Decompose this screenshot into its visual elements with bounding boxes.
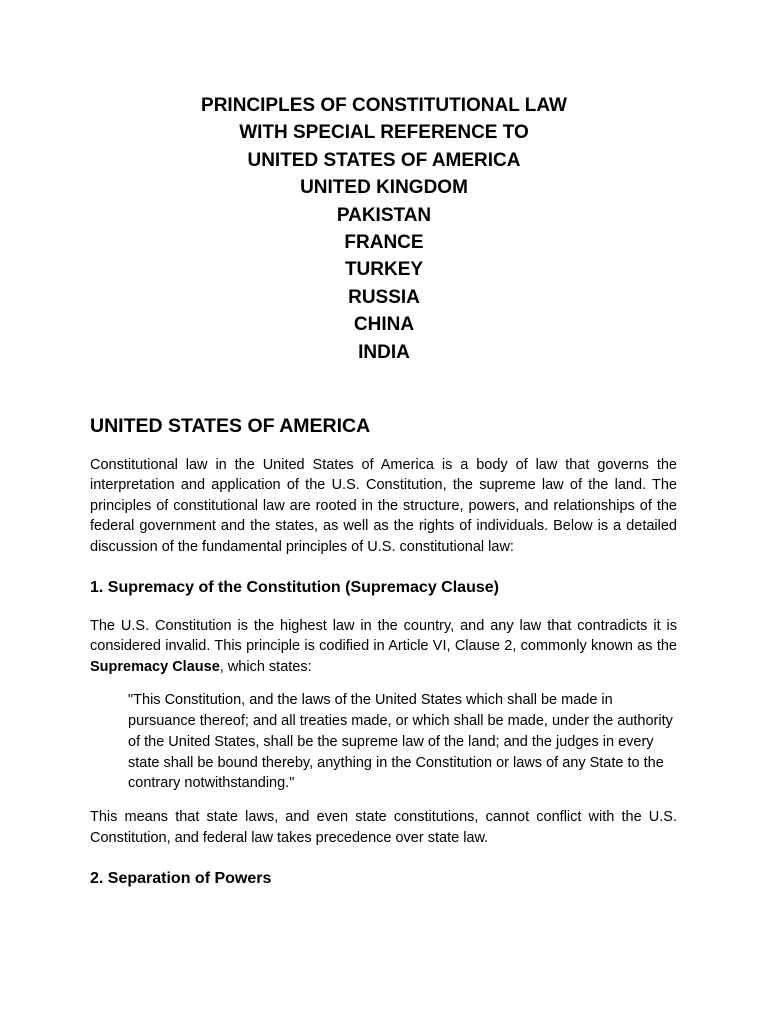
subsection-heading-separation: 2. Separation of Powers — [90, 870, 272, 888]
title-line: PAKISTAN — [336, 204, 432, 226]
block-quote: "This Constitution, and the laws of the United States which shall be made in pursuance thereof; and all treaties made, or which shall be made, under the authority of the United States, shall be the supreme law of the land; and the judges in every state shall be bound thereby, anything in the Constitution or laws of any State to the contrary notwithstanding." — [128, 692, 673, 792]
section-heading: UNITED STATES OF AMERICA — [90, 415, 371, 437]
title-line: UNITED STATES OF AMERICA — [247, 149, 521, 171]
title-line: WITH SPECIAL REFERENCE TO — [239, 122, 529, 144]
title-line: UNITED KINGDOM — [300, 177, 468, 199]
intro-paragraph: Constitutional law in the United States of America is a body of law that governs the interpretation and application of the U.S. Constitution, the supreme law of the land. The principles of constitutional law are rooted in the structure, powers, and relationships of the federal government and the states, as well as the rights of individuals. Below is a detailed discussion of the fundamental principles of U.S. constitutional law: — [90, 457, 677, 555]
title-line: CHINA — [353, 314, 415, 336]
title-line: TURKEY — [344, 259, 424, 281]
bold-term: Supremacy Clause — [90, 658, 220, 675]
title-line: RUSSIA — [348, 286, 420, 308]
paragraph-text: , which states: — [219, 658, 312, 675]
paragraph-text: The U.S. Constitution is the highest law in the country, and any law that contradicts it is considered invalid. This principle is codified in Article VI, Clause 2, commonly known as the — [90, 618, 677, 655]
title-line: PRINCIPLES OF CONSTITUTIONAL LAW — [201, 95, 567, 116]
supremacy-paragraph — [90, 616, 677, 677]
document-body — [90, 412, 677, 890]
followup-paragraph: This means that state laws, and even state constitutions, cannot conflict with the U.S. Constitution, and federal law takes precedence over state law. — [90, 809, 677, 846]
title-line: FRANCE — [344, 232, 424, 254]
title-line: INDIA — [358, 341, 410, 363]
document-title — [0, 92, 768, 366]
subsection-heading-supremacy: 1. Supremacy of the Constitution (Supremacy Clause) — [90, 579, 499, 597]
